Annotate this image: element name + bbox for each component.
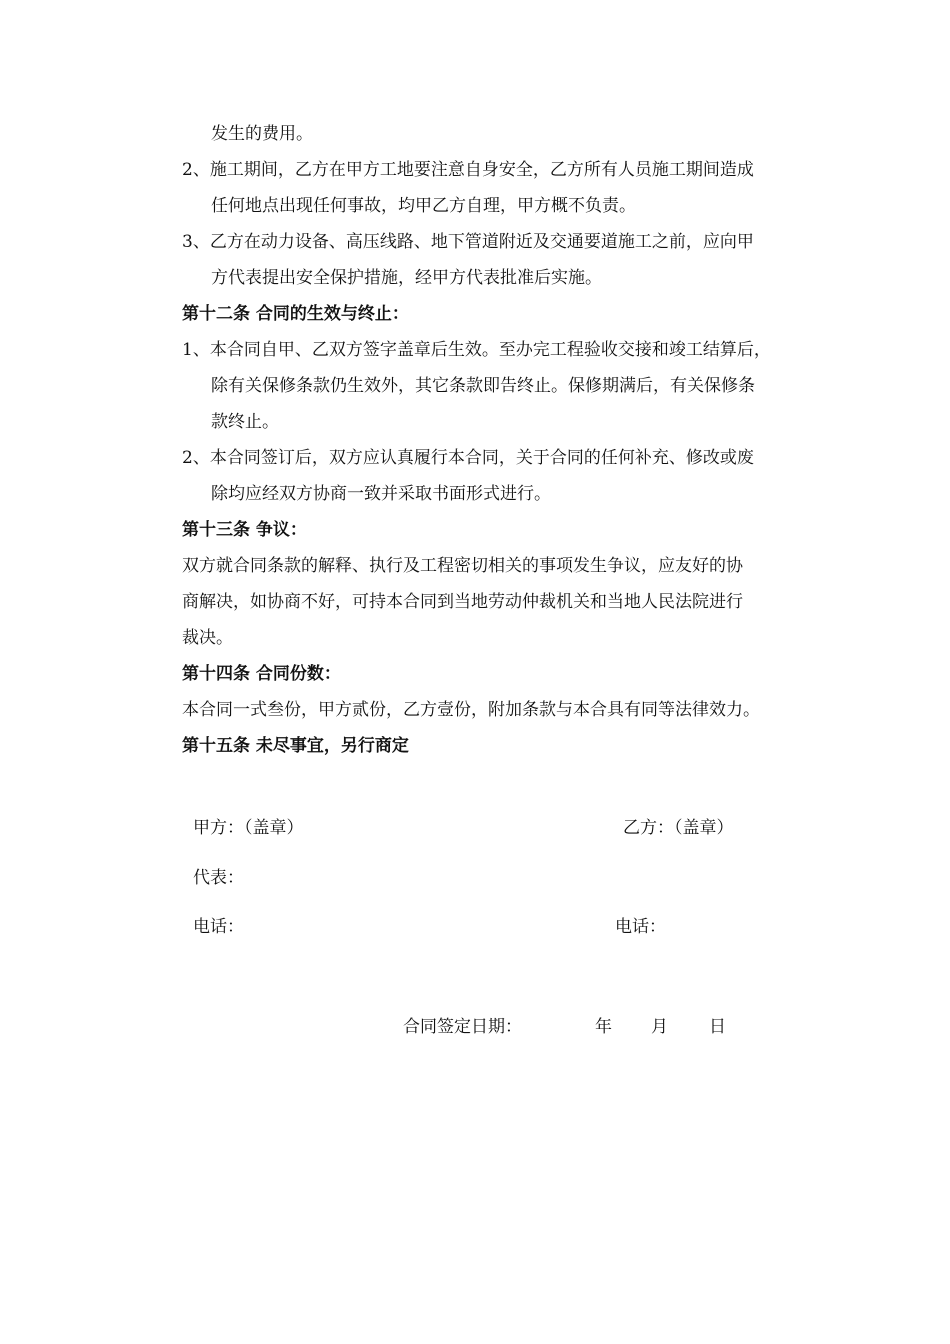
clause-item-3-line-2: 方代表提出安全保护措施，经甲方代表批准后实施。 — [211, 268, 602, 288]
section-15-heading: 第十五条 未尽事宜，另行商定 — [182, 736, 409, 756]
section-14-paragraph: 本合同一式叁份，甲方贰份，乙方壹份，附加条款与本合具有同等法律效力。 — [182, 700, 760, 720]
party-b-phone-label: 电话： — [615, 917, 666, 937]
section-12-item-1-line-1: 1、本合同自甲、乙双方签字盖章后生效。至办完工程验收交接和竣工结算后， — [182, 340, 771, 360]
signing-date-label: 合同签定日期： — [403, 1017, 522, 1037]
clause-item-1-continuation: 发生的费用。 — [211, 124, 313, 144]
section-13-paragraph-line-3: 裁决。 — [182, 628, 233, 648]
party-a-phone-label: 电话： — [193, 917, 244, 937]
section-13-paragraph-line-1: 双方就合同条款的解释、执行及工程密切相关的事项发生争议，应友好的协 — [182, 556, 743, 576]
section-12-item-2-line-2: 除均应经双方协商一致并采取书面形式进行。 — [211, 484, 551, 504]
section-13-heading: 第十三条 争议： — [182, 520, 307, 540]
section-12-item-2-line-1: 2、本合同签订后，双方应认真履行本合同，关于合同的任何补充、修改或废 — [182, 448, 754, 468]
representative-label: 代表： — [193, 868, 244, 888]
clause-item-2-line-2: 任何地点出现任何事故，均甲乙方自理，甲方概不负责。 — [211, 196, 636, 216]
signing-date-day: 日 — [709, 1017, 726, 1037]
section-12-heading: 第十二条 合同的生效与终止： — [182, 304, 409, 324]
section-12-item-1-line-3: 款终止。 — [211, 412, 279, 432]
clause-item-3-line-1: 3、乙方在动力设备、高压线路、地下管道附近及交通要道施工之前，应向甲 — [182, 232, 754, 252]
clause-item-2-line-1: 2、施工期间，乙方在甲方工地要注意自身安全，乙方所有人员施工期间造成 — [182, 160, 754, 180]
party-b-seal-label: 乙方：（盖章） — [623, 818, 734, 838]
section-13-paragraph-line-2: 商解决，如协商不好，可持本合同到当地劳动仲裁机关和当地人民法院进行 — [182, 592, 743, 612]
signing-date-month: 月 — [651, 1017, 668, 1037]
section-14-heading: 第十四条 合同份数： — [182, 664, 341, 684]
party-a-seal-label: 甲方：（盖章） — [193, 818, 304, 838]
signing-date-year: 年 — [595, 1017, 612, 1037]
section-12-item-1-line-2: 除有关保修条款仍生效外，其它条款即告终止。保修期满后，有关保修条 — [211, 376, 755, 396]
